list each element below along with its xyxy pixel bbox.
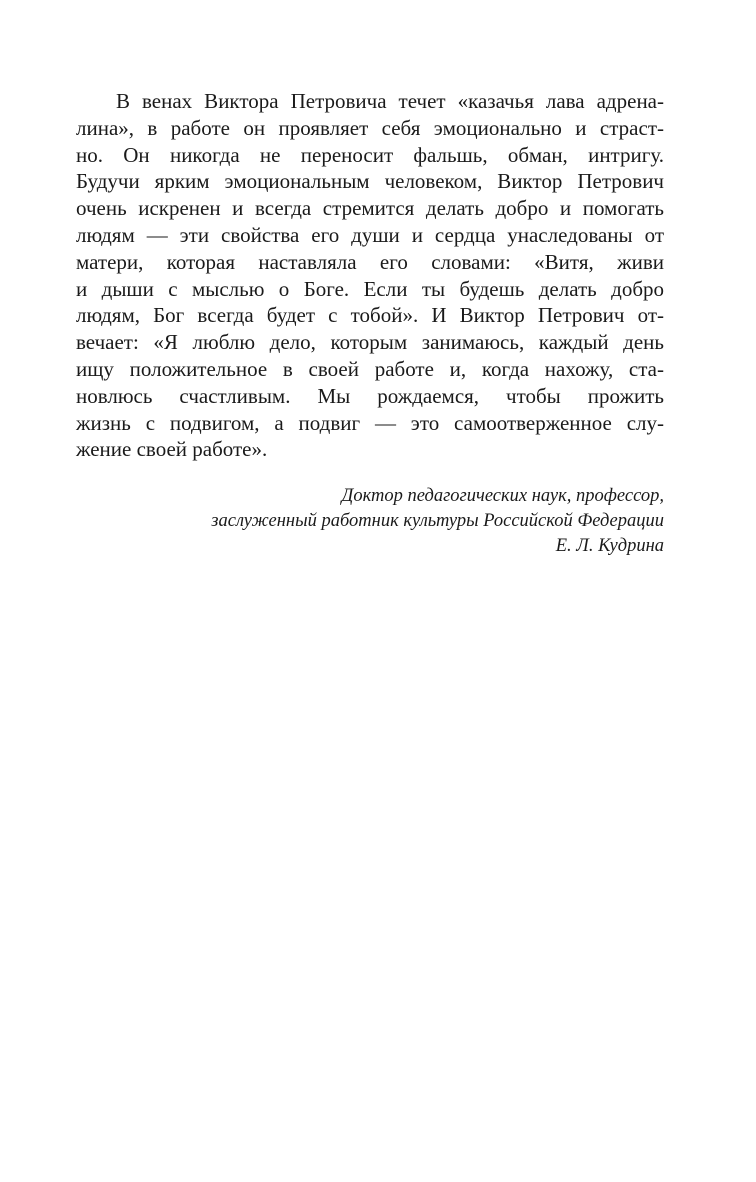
paragraph-line: и дыши с мыслью о Боге. Если ты будешь делать добро: [76, 276, 664, 301]
paragraph-line: В венах Виктора Петровича течет «казачья лава адрена-: [116, 89, 664, 113]
paragraph-line: жизнь с подвигом, а подвиг — это самоотверженное слу-: [76, 410, 664, 435]
paragraph-line: ищу положительное в своей работе и, когда нахожу, ста-: [76, 356, 664, 381]
paragraph-line: людям, Бог всегда будет с тобой». И Виктор Петрович от-: [76, 303, 664, 328]
paragraph-line: людям — эти свойства его души и сердца унаследованы от: [76, 222, 664, 247]
body-paragraph: [76, 88, 664, 463]
paragraph-line: лина», в работе он проявляет себя эмоционально и страст-: [76, 115, 664, 140]
signature-honorary-title: заслуженный работник культуры Российской Федерации: [211, 511, 664, 531]
signature-name: Е. Л. Кудрина: [555, 536, 664, 556]
paragraph-line: Будучи ярким эмоциональным человеком, Виктор Петрович: [76, 169, 664, 194]
paragraph-line: очень искренен и всегда стремится делать добро и помогать: [76, 196, 664, 221]
paragraph-line: матери, которая наставляла его словами: «Витя, живи: [76, 249, 664, 274]
paragraph-line: новлюсь счастливым. Мы рождаемся, чтобы прожить: [76, 383, 664, 408]
paragraph-line: вечает: «Я люблю дело, которым занимаюсь, каждый день: [76, 330, 664, 355]
paragraph-line: но. Он никогда не переносит фальшь, обман, интригу.: [76, 142, 664, 167]
paragraph-line: жение своей работе».: [76, 437, 268, 462]
signature-title: Доктор педагогических наук, профессор,: [341, 486, 664, 506]
author-signature: [104, 484, 664, 559]
